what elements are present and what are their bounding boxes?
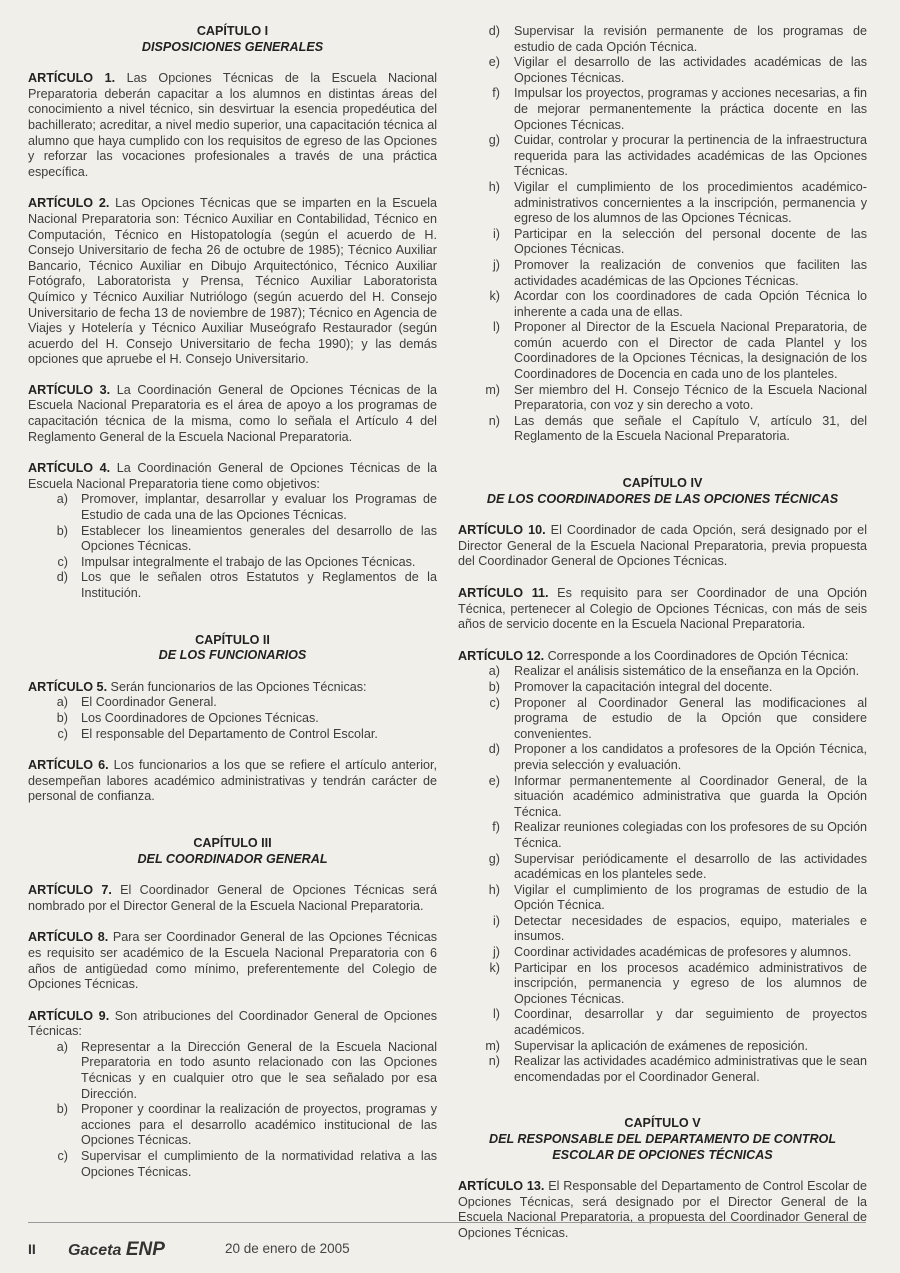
right-column (458, 24, 867, 1242)
article-text: Las Opciones Técnicas de la Escuela Nacional Preparatoria deberán capacitar a los alumnos en distintas áreas del conocimiento a nivel técnico, sin desvirtuar la esencia propedéutica del bachillerato; acreditar, a nivel medio superior, una capacitación técnica al alumno que haya cumplido con los requisitos de egreso de las Opciones y reforzar las vocaciones profesionales a través de una práctica específica. (28, 71, 438, 179)
list-item: d) Proponer a los candidatos a profesores de la Opción Técnica, previa selección y evaluación. (488, 742, 867, 772)
article-label: ARTÍCULO 10. (458, 523, 546, 538)
list-item: j) Promover la realización de convenios que faciliten las actividades académicas de las Opciones Técnicas. (493, 257, 867, 288)
article-label: ARTÍCULO 7. (28, 883, 112, 898)
article-text: Corresponde a los Coordinadores de Opción Técnica: (544, 648, 849, 663)
list-item: e) Vigilar el desarrollo de las actividades académicas de las Opciones Técnicas. (488, 55, 867, 85)
article-text: La Coordinación General de Opciones Técnicas de la Escuela Nacional Preparatoria tiene como objetivos: (28, 461, 438, 491)
list-item: e) Informar permanentemente al Coordinador General, de la situación académico administrativa que guarda la Opción Técnica. (488, 773, 867, 819)
list-item: c) Supervisar el cumplimiento de la normatividad relativa a las Opciones Técnicas. (57, 1149, 437, 1179)
article-5-list (28, 695, 437, 742)
gazette-brand: ENP (125, 1239, 165, 1260)
article-label: ARTÍCULO 6. (28, 758, 109, 773)
list-item: b) Proponer y coordinar la realización de proyectos, programas y acciones para el desarrollo académico institucional de las Opciones Técnicas. (56, 1102, 437, 1148)
list-item: i) Participar en la selección del personal docente de las Opciones Técnicas. (493, 226, 867, 257)
chapter-title: CAPÍTULO I (196, 24, 269, 38)
article-text: Son atribuciones del Coordinador General de Opciones Técnicas: (28, 1008, 437, 1039)
list-item: d) Los que le señalen otros Estatutos y Reglamentos de la Institución. (56, 570, 437, 600)
chapter-5-heading (458, 1116, 867, 1163)
article-9-list-continued (458, 24, 867, 445)
chapter-title: CAPÍTULO III (193, 835, 272, 850)
page-number: II (28, 1241, 36, 1257)
article-text: Serán funcionarios de las Opciones Técnicas: (107, 679, 367, 694)
article-4-list (28, 492, 437, 601)
list-item: l) Coordinar, desarrollar y dar seguimiento de proyectos académicos. (493, 1007, 867, 1038)
chapter-2-heading (28, 633, 437, 664)
list-item: g) Supervisar periódicamente el desarrollo de las actividades académicas en los planteles sede. (488, 851, 867, 882)
chapter-1-heading (28, 24, 437, 55)
article-text: La Coordinación General de Opciones Técnicas de la Escuela Nacional Preparatoria es el área de apoyo a los programas de capacitación técnica de la misma, como lo señala el Artículo 4 del Reglamento General de la Escuela Nacional Preparatoria. (28, 382, 438, 444)
list-item: i) Detectar necesidades de espacios, equipo, materiales e insumos. (493, 913, 867, 944)
chapter-title: CAPÍTULO II (195, 632, 270, 647)
article-text: Es requisito para ser Coordinador de una Opción Técnica, pertenecer al Colegio de Opciones Técnicas, con más de seis años de servicio docente en la Escuela Nacional Preparatoria. (458, 586, 867, 632)
list-item: m) Ser miembro del H. Consejo Técnico de la Escuela Nacional Preparatoria, con voz y sin derecho a voto. (485, 382, 867, 413)
article-9-list (28, 1040, 437, 1180)
list-item: a) El Coordinador General. (56, 695, 217, 710)
article-label: ARTÍCULO 2. (28, 196, 110, 211)
article-9 (28, 1009, 437, 1040)
list-item: n) Las demás que señale el Capítulo V, artículo 31, del Reglamento de la Escuela Nacional Preparatoria. (488, 413, 867, 444)
article-8 (28, 930, 437, 992)
list-item: c) El responsable del Departamento de Control Escolar. (57, 726, 378, 741)
list-item: c) Impulsar integralmente el trabajo de las Opciones Técnicas. (57, 554, 416, 569)
article-4 (28, 461, 437, 492)
list-item: a) Representar a la Dirección General de la Escuela Nacional Preparatoria en todo asunto relacionado con las Opciones Técnicas y en cualquier otro que le sea señalado por esa Dirección. (56, 1039, 437, 1101)
list-item: b) Los Coordinadores de Opciones Técnicas. (56, 710, 319, 725)
chapter-subtitle: DE LOS COORDINADORES DE LAS OPCIONES TÉCNICAS (486, 491, 839, 506)
list-item: g) Cuidar, controlar y procurar la pertinencia de la infraestructura requerida para las actividades académicas de las Opciones Técnicas. (488, 133, 867, 179)
article-label: ARTÍCULO 12. (458, 648, 545, 663)
list-item: k) Participar en los procesos académico administrativos de inscripción, permanencia y egreso de los alumnos de Opciones Técnicas. (489, 960, 867, 1006)
article-label: ARTÍCULO 8. (28, 930, 109, 945)
article-label: ARTÍCULO 13. (458, 1179, 545, 1194)
article-12 (458, 649, 867, 665)
article-text: Los funcionarios a los que se refiere el artículo anterior, desempeñan labores académico administrativas y tendrán carácter de personal de confianza. (28, 758, 437, 804)
article-2 (28, 196, 437, 368)
article-12-list (458, 664, 867, 1085)
list-item: l) Proponer al Director de la Escuela Nacional Preparatoria, de común acuerdo con el Director de cada Plantel y los Coordinadores de la Opciones Técnicas, la designación de los Coordinadores de Docencia en cada uno de los planteles. (493, 320, 867, 382)
gazette-title (68, 1239, 165, 1261)
chapter-title: CAPÍTULO V (624, 1116, 701, 1131)
article-text: Las Opciones Técnicas que se imparten en la Escuela Nacional Preparatoria son: Técnico Auxiliar en Contabilidad, Técnico en Computación, Técnico en Histopatología (según el acuerdo de H. Consejo Universitario de fecha 26 de octubre de 1985); Técnico Auxiliar Bancario, Técnico Auxiliar en Dibujo Arquitectónico, Técnico Auxiliar Fotógrafo, Laboratorista y Prensa, Técnico Auxiliar Laboratorista Químico y Técnico Auxiliar Nutriólogo (según acuerdo del H. Consejo Universitario de fecha 13 de noviembre de 1987); Técnico en Agencia de Viajes y Hotelería y Técnico Auxiliar Museógrafo Restaurador (según acuerdo del H. Consejo Universitario de fecha 1990); y las demás opciones que apruebe el H. Consejo Universitario. (28, 196, 438, 367)
article-text: El Responsable del Departamento de Control Escolar de Opciones Técnicas, será designado por el Director General de la Escuela Nacional Preparatoria, a propuesta del Coordinador General de Opciones Técnicas. (458, 1179, 867, 1240)
chapter-3-heading (28, 836, 437, 867)
article-11 (458, 586, 867, 633)
page-footer (28, 1222, 866, 1263)
list-item: b) Promover la capacitación integral del docente. (488, 679, 773, 694)
article-label: ARTÍCULO 11. (458, 586, 549, 600)
list-item: f) Impulsar los proyectos, programas y acciones necesarias, a fin de mejorar permanentemente la práctica docente en las Opciones Técnicas. (492, 86, 867, 132)
list-item: a) Realizar el análisis sistemático de la enseñanza en la Opción. (488, 664, 860, 679)
article-label: ARTÍCULO 4. (28, 461, 111, 476)
chapter-subtitle: DE LOS FUNCIONARIOS (158, 648, 307, 663)
list-item: a) Promover, implantar, desarrollar y evaluar los Programas de Estudio de cada una de las Opciones Técnicas. (56, 492, 437, 523)
list-item: b) Establecer los lineamientos generales del desarrollo de las Opciones Técnicas. (56, 523, 437, 554)
list-item: d) Supervisar la revisión permanente de los programas de estudio de cada Opción Técnica. (488, 24, 867, 54)
article-label: ARTÍCULO 5. (28, 679, 108, 694)
left-column (28, 24, 437, 1180)
gazette-name: Gaceta (68, 1242, 122, 1259)
article-text: El Coordinador de cada Opción, será designado por el Director General de la Escuela Nacional Preparatoria, previa propuesta del Coordinador General de Opciones Técnicas. (458, 523, 867, 569)
list-item: m) Supervisar la aplicación de exámenes de reposición. (485, 1038, 809, 1053)
list-item: c) Proponer al Coordinador General las modificaciones al programa de estudio de la Opción que considere convenientes. (489, 695, 867, 741)
list-item: k) Acordar con los coordinadores de cada Opción Técnica lo inherente a cada una de ellas. (489, 289, 867, 319)
article-label: ARTÍCULO 3. (28, 382, 111, 397)
chapter-subtitle: DEL RESPONSABLE DEL DEPARTAMENTO DE CONTROL ESCOLAR DE OPCIONES TÉCNICAS (488, 1132, 837, 1162)
article-10 (458, 523, 867, 570)
list-item: h) Vigilar el cumplimiento de los programas de estudio de la Opción Técnica. (488, 882, 867, 913)
article-label: ARTÍCULO 9. (28, 1008, 110, 1023)
article-1 (28, 71, 437, 180)
article-5 (28, 680, 437, 696)
list-item: n) Realizar las actividades académico administrativas que le sean encomendadas por el Coordinador General. (488, 1054, 867, 1084)
article-text: El Coordinador General de Opciones Técnicas será nombrado por el Director General de la Escuela Nacional Preparatoria. (28, 883, 437, 913)
article-3 (28, 383, 437, 445)
article-label: ARTÍCULO 1. (28, 71, 116, 86)
article-7 (28, 883, 437, 914)
article-text: Para ser Coordinador General de las Opciones Técnicas es requisito ser académico de la Escuela Nacional Preparatoria con 6 años de antigüedad como mínimo, preferentemente del Colegio de Opciones Técnicas. (28, 930, 437, 992)
chapter-subtitle: DEL COORDINADOR GENERAL (137, 851, 328, 866)
chapter-subtitle: DISPOSICIONES GENERALES (141, 39, 324, 54)
chapter-4-heading (458, 476, 867, 507)
list-item: f) Realizar reuniones colegiadas con los profesores de su Opción Técnica. (492, 820, 867, 850)
publication-date: 20 de enero de 2005 (225, 1241, 350, 1256)
list-item: j) Coordinar actividades académicas de profesores y alumnos. (493, 945, 852, 960)
article-6 (28, 758, 437, 805)
list-item: h) Vigilar el cumplimiento de los procedimientos académico-administrativos concernientes a la inscripción, permanencia y egreso de los alumnos de las Opciones Técnicas. (488, 179, 867, 226)
chapter-title: CAPÍTULO IV (622, 476, 703, 491)
